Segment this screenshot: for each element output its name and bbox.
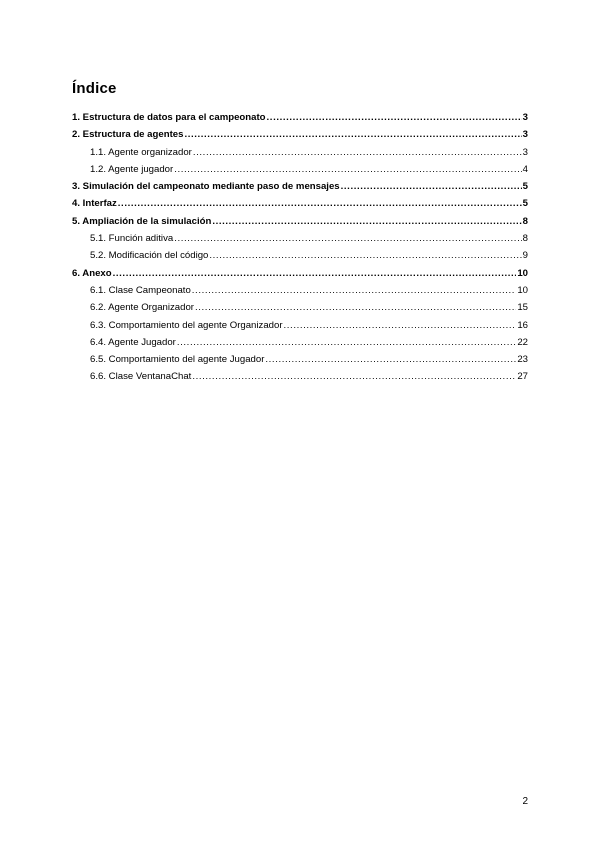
toc-entry[interactable] — [72, 334, 528, 351]
toc-entry-text: 5.2. Modificación del código — [90, 250, 209, 262]
toc-entry[interactable] — [72, 247, 528, 264]
toc-entry-text: 2. Estructura de agentes — [72, 129, 184, 141]
toc-entry-text: 6.6. Clase VentanaChat — [90, 371, 192, 383]
toc-entry-text: 6.2. Agente Organizador — [90, 302, 195, 314]
toc-entry[interactable] — [72, 144, 528, 161]
toc-entry-page: 16 — [517, 319, 528, 331]
toc-entry[interactable] — [72, 265, 528, 282]
toc-entry[interactable] — [72, 178, 528, 195]
toc-entry-page: 9 — [522, 250, 528, 262]
toc-dot-leader — [265, 351, 516, 368]
toc-entry-text: 5. Ampliación de la simulación — [72, 215, 212, 227]
toc-dot-leader — [192, 282, 517, 299]
page-title: Índice — [72, 80, 117, 98]
toc-dot-leader — [174, 161, 521, 178]
toc-dot-leader — [113, 265, 517, 282]
toc-entry[interactable] — [72, 299, 528, 316]
toc-entry[interactable] — [72, 213, 528, 230]
toc-entry[interactable] — [72, 109, 528, 126]
toc-entry-text: 3. Simulación del campeonato mediante paso de mensajes — [72, 181, 340, 193]
toc-entry-page: 8 — [522, 215, 528, 227]
toc-entry-page: 10 — [517, 267, 528, 279]
toc-entry-text: 6.4. Agente Jugador — [90, 336, 176, 348]
toc-entry-page: 3 — [522, 146, 528, 158]
table-of-contents — [72, 109, 528, 386]
toc-entry-text: 1.2. Agente jugador — [90, 163, 174, 175]
toc-entry-text: 4. Interfaz — [72, 198, 117, 210]
toc-entry-page: 23 — [517, 354, 528, 366]
toc-entry[interactable] — [72, 230, 528, 247]
toc-entry-page: 10 — [517, 284, 528, 296]
page-number: 2 — [522, 796, 528, 807]
toc-dot-leader — [195, 299, 516, 316]
toc-entry-page: 3 — [522, 129, 528, 141]
toc-entry[interactable] — [72, 161, 528, 178]
toc-entry[interactable] — [72, 368, 528, 385]
toc-entry-page: 15 — [517, 302, 528, 314]
toc-dot-leader — [192, 368, 516, 385]
toc-dot-leader — [184, 126, 521, 143]
toc-entry-text: 6. Anexo — [72, 267, 112, 279]
toc-dot-leader — [174, 230, 521, 247]
toc-entry-page: 3 — [522, 112, 528, 123]
toc-entry-text: 1.1. Agente organizador — [90, 146, 192, 158]
toc-dot-leader — [118, 195, 522, 212]
toc-entry[interactable] — [72, 351, 528, 368]
toc-entry[interactable] — [72, 317, 528, 334]
toc-dot-leader — [267, 109, 522, 126]
toc-entry-text: 6.3. Comportamiento del agente Organizador — [90, 319, 283, 331]
toc-dot-leader — [177, 334, 516, 351]
toc-entry-text: 5.1. Función aditiva — [90, 233, 174, 245]
toc-entry-page: 22 — [517, 336, 528, 348]
toc-entry-text: 6.1. Clase Campeonato — [90, 284, 191, 296]
toc-dot-leader — [193, 144, 522, 161]
toc-entry-text: 1. Estructura de datos para el campeonato — [72, 112, 266, 123]
toc-entry-page: 4 — [522, 163, 528, 175]
toc-dot-leader — [212, 213, 521, 230]
toc-entry-page: 5 — [522, 181, 528, 193]
toc-dot-leader — [284, 317, 517, 334]
toc-entry-page: 8 — [522, 233, 528, 245]
toc-entry-page: 5 — [522, 198, 528, 210]
toc-entry-page: 27 — [517, 371, 528, 383]
toc-entry-text: 6.5. Comportamiento del agente Jugador — [90, 354, 265, 366]
toc-dot-leader — [341, 178, 522, 195]
toc-entry[interactable] — [72, 126, 528, 143]
toc-entry[interactable] — [72, 282, 528, 299]
toc-dot-leader — [209, 247, 521, 264]
toc-entry[interactable] — [72, 195, 528, 212]
